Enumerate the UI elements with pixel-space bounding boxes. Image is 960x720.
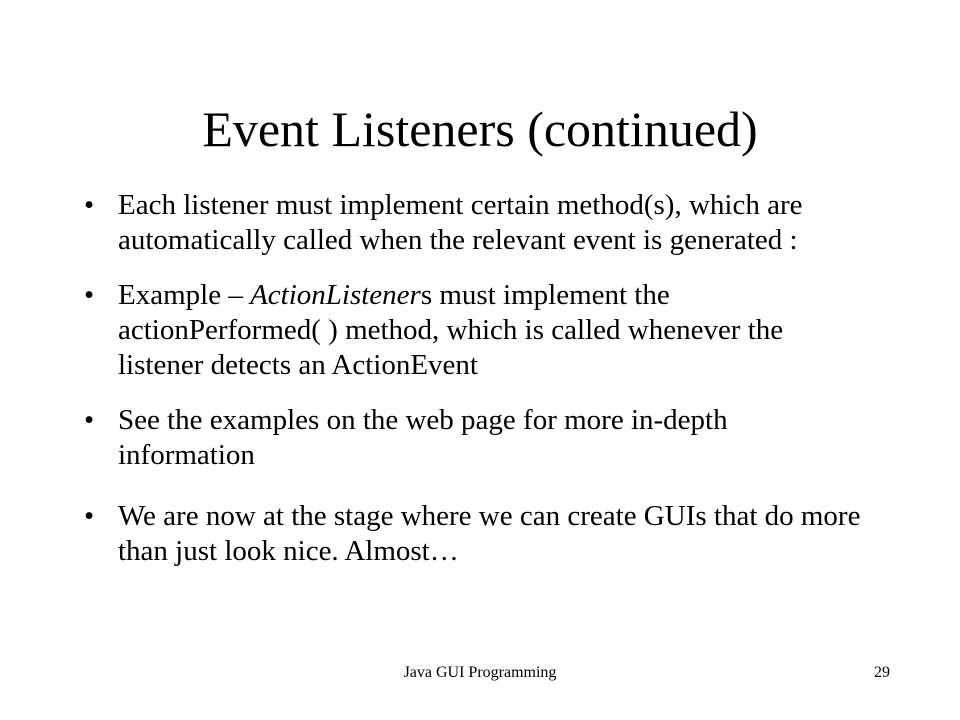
bullet-item (84, 499, 864, 569)
bullet-text-suffix: s must implement the actionPerformed( ) method, which is called whenever the listener detects an ActionEvent (118, 279, 784, 381)
page-number: 29 (874, 664, 890, 681)
bullet-text: See the examples on the web page for more in-depth information (118, 404, 728, 471)
bullet-list (84, 188, 864, 589)
bullet-text: We are now at the stage where we can create GUIs that do more than just look nice. Almost… (118, 500, 861, 567)
bullet-item (84, 403, 864, 473)
bullet-dot: • (84, 404, 95, 436)
bullet-item (84, 188, 864, 258)
bullet-text: Each listener must implement certain method(s), which are automatically called when the relevant event is generated : (118, 189, 803, 256)
bullet-text-italic: ActionListener (250, 279, 421, 311)
bullet-dot: • (84, 500, 95, 532)
bullet-dot: • (84, 189, 95, 221)
bullet-item (84, 278, 864, 383)
footer-title: Java GUI Programming (403, 664, 557, 681)
bullet-text-prefix: Example – (118, 279, 251, 311)
slide-title: Event Listeners (continued) (202, 101, 758, 157)
bullet-dot: • (84, 279, 95, 311)
